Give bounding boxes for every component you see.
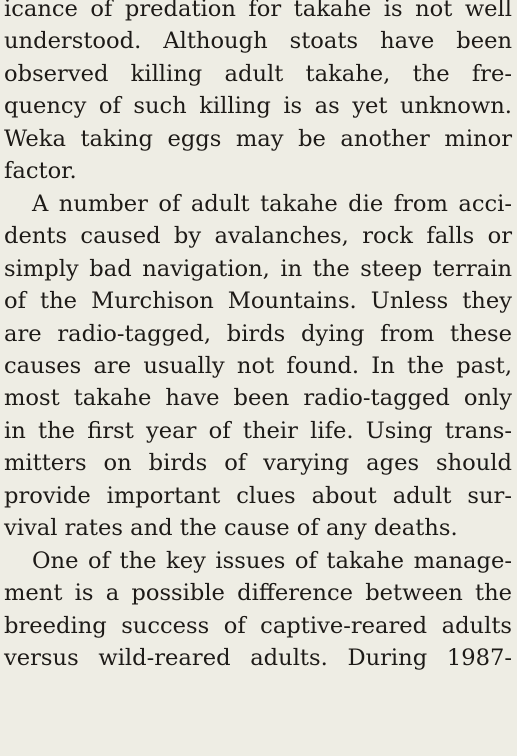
text-line: observed killing adult takahe, the fre- — [4, 60, 512, 87]
text-line: One of the key issues of takahe manage- — [32, 547, 512, 574]
text-line: mitters on birds of varying ages should — [4, 450, 512, 477]
text-line: breeding success of captive-reared adults — [4, 612, 512, 639]
text-line: quency of such killing is as yet unknown. — [4, 93, 512, 120]
text-line: dents caused by avalanches, rock falls or — [4, 223, 512, 250]
text-line: ment is a possible difference between the — [4, 580, 512, 607]
text-line: in the first year of their life. Using trans- — [4, 417, 512, 444]
text-line: understood. Although stoats have been — [4, 28, 512, 55]
paragraph-accidents — [4, 188, 512, 545]
paragraph-management — [4, 545, 512, 675]
text-line: most takahe have been radio-tagged only — [4, 385, 512, 412]
text-line: A number of adult takahe die from acci- — [32, 190, 512, 217]
text-line: Weka taking eggs may be another minor — [4, 125, 512, 152]
paragraph-predation — [4, 0, 512, 188]
text-line: vival rates and the cause of any deaths. — [4, 515, 458, 542]
text-line: of the Murchison Mountains. Unless they — [4, 288, 512, 315]
text-line: icance of predation for takahe is not well — [4, 0, 512, 22]
text-line: versus wild-reared adults. During 1987- — [4, 645, 512, 672]
text-line: provide important clues about adult sur- — [4, 482, 512, 509]
text-line: causes are usually not found. In the past, — [4, 352, 512, 379]
text-line: are radio-tagged, birds dying from these — [4, 320, 512, 347]
text-line: simply bad navigation, in the steep terrain — [4, 255, 512, 282]
text-line: factor. — [4, 158, 77, 185]
body-text — [4, 0, 512, 675]
